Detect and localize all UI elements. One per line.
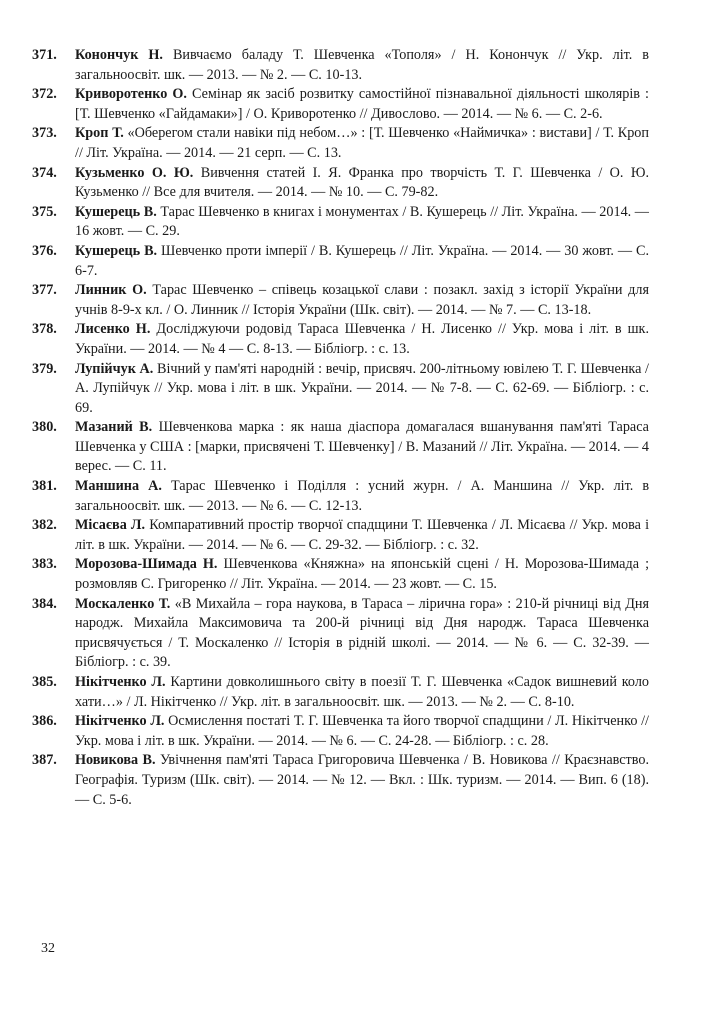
entry-author: Місаєва Л. (75, 517, 146, 534)
entry-author: Москаленко Т. (75, 595, 171, 612)
bibliography-entry (32, 751, 649, 810)
bibliography-entry (32, 555, 650, 594)
entry-author: Конончук Н. (75, 47, 163, 63)
bibliography-entry (32, 673, 649, 712)
entry-text: Шевченко проти імперії / В. Кушерець // Літ. Україна. — 2014. — 30 жовт. — С. 6-7. (75, 242, 649, 279)
bibliography-entry (32, 516, 650, 555)
entry-number: 383. (32, 556, 57, 573)
entry-author: Морозова-Шимада Н. (75, 556, 218, 573)
entry-number: 382. (32, 517, 57, 534)
entry-text: Картини довколишнього світу в поезії Т. Г. Шевченка «Садок вишневий коло хати…» / Л. Нікітченко // Укр. літ. в загальноосвіт. шк. — 2013. — № 2. — С. 8-10. (75, 674, 649, 710)
bibliography-entry (32, 85, 649, 124)
bibliography-list (32, 46, 650, 810)
entry-author: Криворотенко О. (75, 86, 187, 103)
bibliography-entry (32, 477, 650, 516)
entry-number: 386. (32, 713, 57, 730)
entry-number: 379. (32, 360, 57, 377)
entry-number: 381. (32, 478, 57, 495)
bibliography-entry (32, 164, 650, 203)
bibliography-entry (32, 320, 649, 359)
bibliography-entry (32, 418, 649, 477)
bibliography-entry (32, 124, 649, 163)
entry-author: Мазаний В. (75, 419, 153, 436)
entry-text: Вивчення статей І. Я. Франка про творчість Т. Г. Шевченка / О. Ю. Кузьменко // Все для вчителя. — 2014. — № 10. — С. 79-82. (75, 164, 650, 201)
bibliography-entry (32, 360, 649, 419)
page-number: 32 (41, 941, 55, 956)
entry-number: 376. (32, 242, 57, 259)
entry-number: 377. (32, 282, 57, 299)
entry-author: Нікітченко Л. (75, 713, 165, 730)
entry-text: Вивчаємо баладу Т. Шевченка «Тополя» / Н. Конончук // Укр. літ. в загальноосвіт. шк. — 2013. — № 2. — С. 10-13. (75, 47, 650, 83)
entry-text: Увічнення пам'яті Тараса Григоровича Шевченка / В. Новикова // Краєзнавство. Географія. Туризм (Шк. світ). — 2014. — № 12. — Вкл. : Шк. туризм. — 2014. — Вип. 6 (18). — С. 5-6. (75, 752, 649, 808)
entry-author: Кушерець В. (75, 242, 158, 259)
entry-text: «В Михайла – гора наукова, в Тараса – лірична гора» : 210-й річниці від Дня народж. Михайла Максимовича та 200-й річниці від Дня народж. Тараса Шевченка присвячується / Т. Москаленко // Історія в рідній школі. — 2014. — № 6. — С. 32-39. — Бібліогр. : с. 39. (75, 595, 650, 671)
entry-number: 384. (32, 595, 57, 612)
entry-text: Компаративний простір творчої спадщини Т. Шевченка / Л. Місаєва // Укр. мова і літ. в шк. України. — 2014. — № 6. — С. 29-32. — Бібліогр. : с. 32. (75, 517, 650, 553)
entry-number: 372. (32, 86, 57, 103)
entry-text: Досліджуючи родовід Тараса Шевченка / Н. Лисенко // Укр. мова і літ. в шк. України. — 2014. — № 4 — С. 8-13. — Бібліогр. : с. 13. (75, 321, 649, 357)
entry-text: «Оберегом стали навіки під небом…» : [Т. Шевченко «Наймичка» : вистави] / Т. Кроп // Літ. Україна. — 2014. — 21 серп. — С. 13. (75, 125, 649, 161)
bibliography-entry (32, 203, 649, 242)
entry-text: Тарас Шевченко в книгах і монументах / В. Кушерець // Літ. Україна. — 2014. — 16 жовт. — С. 29. (75, 203, 649, 240)
entry-text: Тарас Шевченко і Поділля : усний журн. / А. Маншина // Укр. літ. в загальноосвіт. шк. — 2013. — № 6. — С. 12-13. (75, 478, 650, 514)
entry-author: Кроп Т. (75, 125, 124, 142)
entry-number: 385. (32, 674, 57, 690)
entry-author: Линник О. (75, 282, 147, 299)
entry-text: Семінар як засіб розвитку самостійної пізнавальної діяльності школярів : [Т. Шевченко «Гайдамаки»] / О. Криворотенко // Дивослово. — 2014. — № 6. — С. 2-6. (75, 86, 649, 122)
bibliography-entry (32, 595, 650, 673)
entry-text: Вічний у пам'яті народній : вечір, присвяч. 200-літньому ювілею Т. Г. Шевченка / А. Лупійчук // Укр. мова і літ. в шк. України. — 2014. — № 7-8. — С. 62-69. — Бібліогр. : с. 69. (75, 360, 649, 416)
entry-number: 375. (32, 203, 57, 220)
entry-text: Тарас Шевченко – співець козацької слави : позакл. захід з історії України для учнів 8-9-х кл. / О. Линник // Історія України (Шк. світ). — 2014. — № 7. — С. 13-18. (75, 282, 650, 318)
entry-text: Осмислення постаті Т. Г. Шевченка та його творчої спадщини / Л. Нікітченко // Укр. мова і літ. в шк. України. — 2014. — № 6. — С. 24-28. — Бібліогр. : с. 28. (75, 713, 649, 749)
entry-text: Шевченкова марка : як наша діаспора домагалася вшанування пам'яті Тараса Шевченка у США : [марки, присвячені Т. Шевченку] / В. Мазаний // Літ. Україна. — 2014. — 4 верес. — С. 11. (75, 419, 649, 475)
entry-author: Кушерець В. (75, 203, 157, 220)
entry-number: 374. (32, 164, 57, 181)
entry-number: 380. (32, 419, 57, 436)
entry-number: 387. (32, 752, 57, 769)
entry-author: Лупійчук А. (75, 360, 154, 377)
entry-number: 373. (32, 125, 57, 142)
entry-author: Маншина А. (75, 478, 162, 495)
entry-author: Нікітченко Л. (75, 674, 166, 690)
bibliography-entry (32, 242, 649, 281)
entry-number: 371. (32, 47, 57, 63)
bibliography-entry (32, 712, 649, 751)
bibliography-entry (32, 46, 650, 85)
bibliography-entry (32, 281, 650, 320)
entry-text: Шевченкова «Княжна» на японській сцені / Н. Морозова-Шимада ; розмовляв С. Григоренко // Літ. Україна. — 2014. — 23 жовт. — С. 15. (75, 556, 650, 593)
entry-author: Новикова В. (75, 752, 156, 769)
entry-number: 378. (32, 321, 57, 338)
entry-author: Кузьменко О. Ю. (75, 164, 194, 181)
entry-author: Лисенко Н. (75, 321, 151, 338)
